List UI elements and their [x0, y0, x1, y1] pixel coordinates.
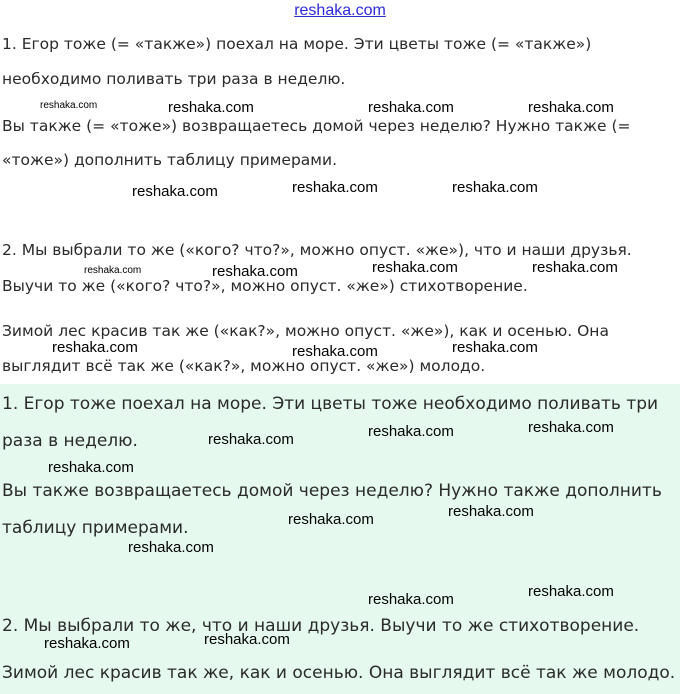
- watermark: reshaka.com: [212, 263, 298, 280]
- answer-line: 1. Егор тоже поехал на море. Эти цветы тоже необходимо поливать три: [2, 394, 659, 414]
- watermark: reshaka.com: [292, 343, 378, 360]
- watermark: reshaka.com: [528, 583, 614, 600]
- watermark: reshaka.com: [52, 339, 138, 356]
- watermark: reshaka.com: [128, 539, 214, 556]
- watermark: reshaka.com: [368, 423, 454, 440]
- watermark: reshaka.com: [204, 631, 290, 648]
- watermark: reshaka.com: [372, 259, 458, 276]
- watermark: reshaka.com: [528, 419, 614, 436]
- watermark: reshaka.com: [288, 511, 374, 528]
- explanation-line: Вы также (= «тоже») возвращаетесь домой через неделю? Нужно также (=: [2, 117, 631, 135]
- explanation-line: 2. Мы выбрали то же («кого? что?», можно опуст. «же»), что и наши друзья.: [2, 241, 632, 259]
- explanation-line: выглядит всё так же («как?», можно опуст. «же») молодо.: [2, 357, 486, 375]
- explanation-line: Зимой лес красив так же («как?», можно опуст. «же»), как и осенью. Она: [2, 322, 609, 340]
- site-link[interactable]: reshaka.com: [294, 2, 386, 19]
- answer-line: Вы также возвращаетесь домой через неделю? Нужно также дополнить: [2, 481, 662, 501]
- watermark: reshaka.com: [448, 503, 534, 520]
- watermark: reshaka.com: [532, 259, 618, 276]
- watermark: reshaka.com: [132, 183, 218, 200]
- watermark: reshaka.com: [208, 431, 294, 448]
- answer-line: таблицу примерами.: [2, 518, 189, 538]
- watermark: reshaka.com: [84, 265, 142, 276]
- watermark: reshaka.com: [168, 99, 254, 116]
- watermark: reshaka.com: [452, 339, 538, 356]
- explanation-line: 1. Егор тоже (= «также») поехал на море. Эти цветы тоже (= «также»): [2, 35, 592, 53]
- watermark: reshaka.com: [48, 459, 134, 476]
- explanation-line: «тоже») дополнить таблицу примерами.: [2, 151, 337, 169]
- explanation-line: необходимо поливать три раза в неделю.: [2, 70, 346, 88]
- watermark: reshaka.com: [40, 100, 98, 111]
- watermark: reshaka.com: [44, 635, 130, 652]
- answer-line: раза в неделю.: [2, 431, 138, 451]
- watermark: reshaka.com: [452, 179, 538, 196]
- answer-line: 2. Мы выбрали то же, что и наши друзья. Выучи то же стихотворение.: [2, 616, 640, 636]
- watermark: reshaka.com: [368, 591, 454, 608]
- explanation-line: Выучи то же («кого? что?», можно опуст. «же») стихотворение.: [2, 277, 528, 295]
- answer-line: Зимой лес красив так же, как и осенью. Она выглядит всё так же молодо.: [2, 663, 676, 683]
- watermark: reshaka.com: [368, 99, 454, 116]
- watermark: reshaka.com: [292, 179, 378, 196]
- watermark: reshaka.com: [528, 99, 614, 116]
